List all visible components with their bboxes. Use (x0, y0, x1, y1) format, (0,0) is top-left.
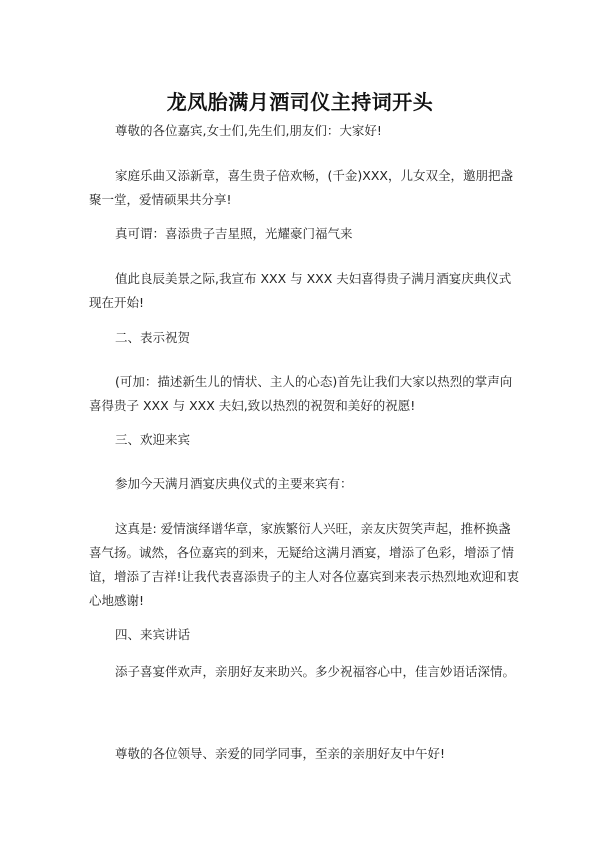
paragraph-text: 真可谓：喜添贵子吉星照，光耀豪门福气来 (115, 226, 353, 241)
section-heading-welcome (89, 428, 519, 452)
paragraph-welcome (89, 517, 519, 613)
paragraph-text: 家庭乐曲又添新章，喜生贵子倍欢畅，(千金)XXX，儿女双全，邀朋把盏聚一堂，爱情硕果共分享! (89, 168, 513, 207)
section-heading-congratulations (89, 326, 519, 350)
paragraph-guests (89, 472, 519, 496)
paragraph-text: 四、来宾讲话 (115, 627, 191, 642)
paragraph-text: 三、欢迎来宾 (115, 432, 191, 447)
section-heading-speech (89, 623, 519, 647)
paragraph-text: 值此良辰美景之际,我宣布 XXX 与 XXX 夫妇喜得贵子满月酒宴庆典仪式现在开始! (89, 271, 512, 310)
paragraph-saying (89, 222, 519, 246)
document-title: 龙凤胎满月酒司仪主持词开头 (166, 90, 434, 114)
paragraph-congratulations (89, 370, 519, 418)
paragraph-poem (89, 660, 519, 684)
paragraph-speech-greeting (89, 742, 519, 766)
paragraph-text: 添子喜宴伴欢声，亲朋好友来助兴。多少祝福容心中，佳言妙语话深情。 (115, 664, 516, 679)
paragraph-text: 这真是: 爱情演绎谱华章，家族繁衍人兴旺，亲友庆贺笑声起，推杯换盏喜气扬。诚然，各位嘉宾的到来，无疑给这满月酒宴，增添了色彩，增添了情谊，增添了吉祥!让我代表喜添贵子的主人对各位嘉宾到来表示热烈地欢迎和衷心地感谢! (89, 521, 520, 608)
paragraph-text: 尊敬的各位嘉宾,女士们,先生们,朋友们：大家好! (115, 123, 382, 138)
paragraph-text: (可加：描述新生儿的情状、主人的心态)首先让我们大家以热烈的掌声向喜得贵子 XXX 与 XXX 夫妇,致以热烈的祝贺和美好的祝愿! (89, 374, 513, 413)
paragraph-announcement (89, 267, 519, 315)
paragraph-text: 二、表示祝贺 (115, 330, 191, 345)
paragraph-greeting (89, 119, 519, 143)
paragraph-text: 参加今天满月酒宴庆典仪式的主要来宾有： (115, 476, 353, 491)
paragraph-opening (89, 164, 519, 212)
paragraph-text: 尊敬的各位领导、亲爱的同学同事，至亲的亲朋好友中午好! (115, 746, 446, 761)
